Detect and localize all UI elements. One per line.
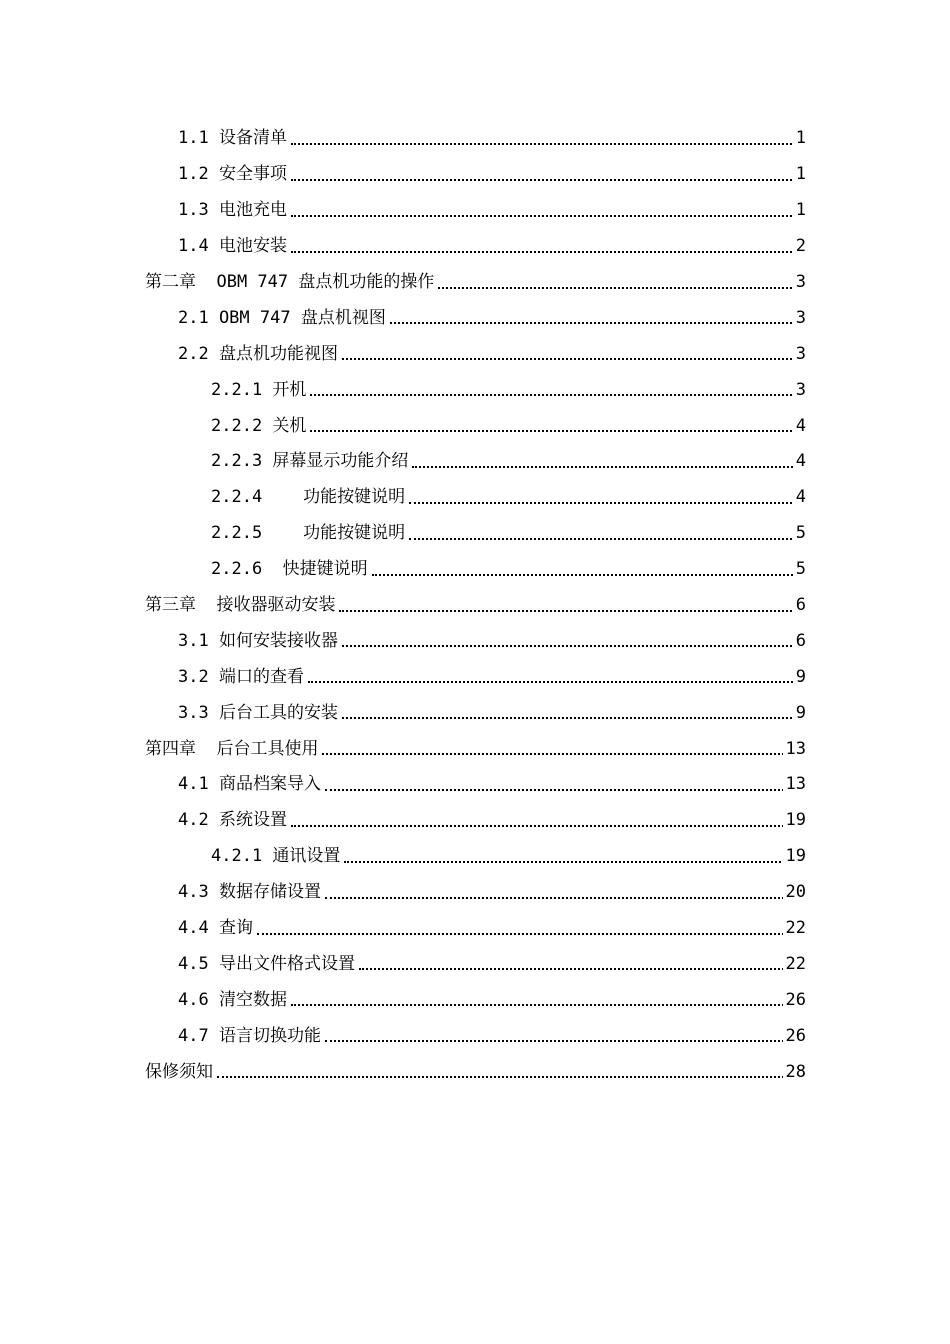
toc-entry-page: 3 [793, 382, 806, 399]
dot-leader [310, 394, 800, 396]
toc-entry-page: 1 [793, 130, 806, 147]
dot-leader [342, 717, 800, 719]
dot-leader [308, 681, 800, 683]
dot-leader [291, 825, 800, 827]
toc-entry-title: 2.2.5 功能按键说明 [211, 523, 406, 544]
toc-entry-title: 保修须知 [145, 1061, 213, 1082]
toc-entry-title: 1.2 安全事项 [178, 164, 287, 185]
toc-entry-title: 1.4 电池安装 [178, 236, 287, 257]
toc-entry-page: 6 [793, 597, 806, 614]
toc-entry-title: 第四章 后台工具使用 [145, 738, 319, 759]
toc-entry-chapter-4[interactable] [0, 731, 950, 767]
toc-entry-1-3[interactable] [0, 193, 950, 229]
toc-entry-page: 3 [793, 274, 806, 291]
toc-entry-title: 4.5 导出文件格式设置 [178, 953, 355, 974]
toc-entry-title: 2.2.3 屏幕显示功能介绍 [211, 451, 409, 472]
toc-entry-page: 13 [783, 741, 806, 758]
toc-entry-3-1[interactable] [0, 623, 950, 659]
toc-entry-title: 4.1 商品档案导入 [178, 774, 321, 795]
toc-entry-title: 1.1 设备清单 [178, 128, 287, 149]
dot-leader [359, 968, 800, 970]
toc-entry-4-2-1[interactable] [0, 839, 950, 875]
toc-entry-3-3[interactable] [0, 695, 950, 731]
toc-entry-title: 4.3 数据存储设置 [178, 882, 321, 903]
toc-entry-page: 4 [793, 453, 806, 470]
toc-entry-title: 2.2.1 开机 [211, 379, 307, 400]
toc-entry-page: 5 [793, 561, 806, 578]
dot-leader [409, 538, 800, 540]
dot-leader [409, 502, 800, 504]
toc-entry-page: 22 [783, 956, 806, 973]
toc-entry-page: 3 [793, 346, 806, 363]
toc-entry-2-2-2[interactable] [0, 408, 950, 444]
dot-leader [342, 358, 800, 360]
toc-entry-2-2-3[interactable] [0, 444, 950, 480]
dot-leader [257, 933, 800, 935]
toc-entry-page: 19 [783, 812, 806, 829]
toc-entry-title: 2.2.2 关机 [211, 415, 307, 436]
dot-leader [291, 143, 800, 145]
toc-entry-title: 3.3 后台工具的安装 [178, 702, 338, 723]
toc-entry-2-2-1[interactable] [0, 372, 950, 408]
dot-leader [339, 610, 800, 612]
toc-entry-4-6[interactable] [0, 982, 950, 1018]
toc-entry-page: 1 [793, 166, 806, 183]
toc-entry-page: 1 [793, 202, 806, 219]
dot-leader [217, 1076, 800, 1078]
table-of-contents [0, 121, 950, 1090]
toc-entry-title: 3.2 端口的查看 [178, 666, 304, 687]
toc-entry-page: 6 [793, 633, 806, 650]
dot-leader [291, 1004, 800, 1006]
toc-entry-2-2-5[interactable] [0, 516, 950, 552]
toc-entry-title: 第二章 OBM 747 盘点机功能的操作 [145, 272, 435, 292]
toc-entry-title: 4.2 系统设置 [178, 810, 287, 831]
dot-leader [322, 753, 800, 755]
toc-entry-title: 1.3 电池充电 [178, 200, 287, 221]
toc-entry-1-1[interactable] [0, 121, 950, 157]
toc-entry-page: 22 [783, 920, 806, 937]
toc-entry-4-5[interactable] [0, 946, 950, 982]
toc-entry-title: 3.1 如何安装接收器 [178, 630, 338, 651]
dot-leader [325, 789, 800, 791]
toc-entry-page: 5 [793, 525, 806, 542]
toc-entry-title: 2.2 盘点机功能视图 [178, 343, 338, 364]
toc-entry-page: 3 [793, 310, 806, 327]
toc-entry-page: 28 [783, 1064, 806, 1081]
toc-entry-2-2[interactable] [0, 336, 950, 372]
dot-leader [390, 322, 800, 324]
dot-leader [342, 645, 800, 647]
toc-entry-title: 4.4 查询 [178, 918, 253, 939]
toc-entry-title: 2.2.4 功能按键说明 [211, 487, 406, 508]
toc-entry-title: 2.2.6 快捷键说明 [211, 559, 368, 580]
dot-leader [372, 574, 800, 576]
dot-leader [325, 1040, 800, 1042]
toc-entry-4-2[interactable] [0, 803, 950, 839]
toc-entry-page: 26 [783, 1028, 806, 1045]
toc-entry-page: 26 [783, 992, 806, 1009]
toc-entry-title: 第三章 接收器驱动安装 [145, 595, 336, 616]
toc-entry-title: 4.7 语言切换功能 [178, 1025, 321, 1046]
toc-entry-4-1[interactable] [0, 767, 950, 803]
toc-entry-page: 2 [793, 238, 806, 255]
toc-entry-4-4[interactable] [0, 911, 950, 947]
toc-entry-4-7[interactable] [0, 1018, 950, 1054]
toc-entry-2-1[interactable] [0, 300, 950, 336]
toc-entry-3-2[interactable] [0, 659, 950, 695]
dot-leader [291, 251, 800, 253]
toc-entry-2-2-6[interactable] [0, 552, 950, 588]
toc-entry-1-4[interactable] [0, 229, 950, 265]
dot-leader [291, 215, 800, 217]
toc-entry-page: 4 [793, 418, 806, 435]
dot-leader [344, 861, 800, 863]
toc-entry-page: 9 [793, 669, 806, 686]
dot-leader [438, 287, 800, 289]
dot-leader [412, 466, 800, 468]
toc-entry-page: 19 [783, 848, 806, 865]
toc-entry-page: 20 [783, 884, 806, 901]
toc-entry-4-3[interactable] [0, 875, 950, 911]
toc-entry-2-2-4[interactable] [0, 480, 950, 516]
toc-entry-title: 4.2.1 通讯设置 [211, 846, 341, 867]
toc-entry-page: 13 [783, 776, 806, 793]
toc-entry-title: 4.6 清空数据 [178, 989, 287, 1010]
dot-leader [325, 897, 800, 899]
toc-entry-warranty[interactable] [0, 1054, 950, 1090]
toc-entry-page: 9 [793, 705, 806, 722]
toc-entry-page: 4 [793, 489, 806, 506]
dot-leader [310, 430, 800, 432]
toc-entry-1-2[interactable] [0, 157, 950, 193]
dot-leader [291, 179, 800, 181]
toc-entry-chapter-3[interactable] [0, 588, 950, 624]
toc-entry-title: 2.1 OBM 747 盘点机视图 [178, 307, 386, 328]
toc-entry-chapter-2[interactable] [0, 265, 950, 301]
